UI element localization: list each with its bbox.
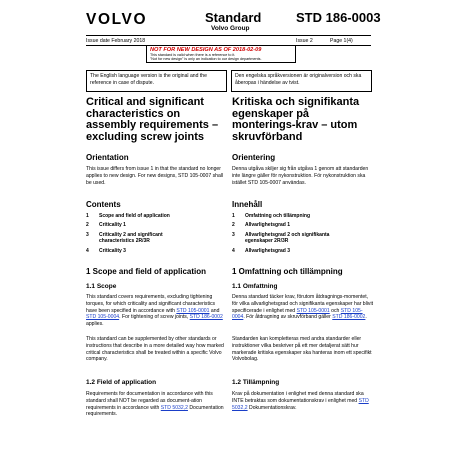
section-1-heading-sv: 1 Omfattning och tillämpning bbox=[232, 267, 343, 276]
paragraph-text: . bbox=[365, 314, 367, 321]
document-number: STD 186-0003 bbox=[296, 10, 381, 25]
subsection-1-2-heading-en: 1.2 Field of application bbox=[86, 379, 157, 386]
toc-item[interactable] bbox=[86, 248, 225, 254]
issue-date: Issue date February 2018 bbox=[86, 38, 146, 44]
paragraph-text: This standard covers requirements, excluding tightening torques, for which criticality and significant characteristics have been specified in accordance with bbox=[86, 294, 216, 314]
header-rule-top bbox=[86, 35, 371, 36]
subsection-1-1-heading-sv: 1.1 Omfattning bbox=[232, 283, 278, 290]
paragraph-text: Denna standard täcker krav, förutom åtdragnings-momentet, för vilka allvarlighetsgrad och signifikanta egenskaper har blivit specificerade i enlighet med bbox=[232, 294, 374, 314]
orientation-heading-en: Orientation bbox=[86, 153, 129, 162]
title-sv: Kritiska och signifikanta egenskaper på monterings-krav – utom skruvförband bbox=[232, 96, 360, 143]
toc-label: Criticality 3 bbox=[99, 247, 126, 254]
std-link[interactable]: STD 105-0001 bbox=[176, 307, 210, 314]
toc-number: 1 bbox=[232, 213, 235, 219]
toc-item[interactable] bbox=[86, 232, 225, 245]
document-type: Standard bbox=[205, 10, 262, 25]
std-link[interactable]: STD 105-0001 bbox=[296, 307, 330, 314]
contents-heading-sv: Innehåll bbox=[232, 200, 263, 209]
toc-number: 4 bbox=[232, 247, 235, 254]
subsection-1-1-heading-en: 1.1 Scope bbox=[86, 283, 117, 290]
field-of-application-sv bbox=[232, 391, 374, 411]
not-for-new-design-box bbox=[146, 45, 296, 63]
toc-item[interactable] bbox=[232, 222, 374, 228]
toc-label: Scope and field of application bbox=[99, 213, 170, 219]
toc-number: 3 bbox=[232, 231, 235, 238]
paragraph-text: Krav på dokumentation i enlighet med denna standard ska INTE betraktas som dokumentationskrav i enlighet med bbox=[232, 391, 364, 404]
contents-heading-en: Contents bbox=[86, 200, 121, 209]
orientation-text-sv: Denna utgåva skiljer sig från utgåva 1 genom att standarden inte längre gäller för nykonstruktion. För nykonstruktion ska istället STD 105-0007 användas. bbox=[232, 166, 369, 186]
warning-line: This standard is valid when there is a reference to it. bbox=[150, 53, 236, 57]
section-1-heading-en: 1 Scope and field of application bbox=[86, 267, 207, 276]
orientation-text-en: This issue differs from issue 1 in that the standard no longer applies to new design. For new designs, STD 105-0007 shall be used. bbox=[86, 166, 224, 186]
toc-item[interactable] bbox=[232, 213, 374, 219]
std-link[interactable]: STD 186-0002 bbox=[332, 314, 366, 321]
paragraph-text: och bbox=[331, 307, 340, 314]
title-en: Critical and significant characteristics on assembly requirements – excluding screw joints bbox=[86, 96, 219, 143]
field-of-application-en bbox=[86, 391, 225, 418]
subsection-1-2-heading-sv: 1.2 Tillämpning bbox=[232, 379, 280, 386]
std-link[interactable]: STD 5032,2 bbox=[232, 397, 369, 411]
paragraph-text: . För åtdragning av skruvförband gäller bbox=[243, 314, 331, 321]
language-note-en: The English language version is the original and the reference in case of dispute. bbox=[86, 70, 227, 92]
paragraph-text: applies. bbox=[86, 321, 104, 328]
orientation-heading-sv: Orientering bbox=[232, 153, 276, 162]
scope-supplement-sv: Standarden kan kompletteras med andra standarder eller instruktioner vilka beskriver på ett mer detaljerat sätt hur markerade kritiska egenskaper ska hanteras inom ett specifikt Volvobolag. bbox=[232, 336, 372, 363]
std-link[interactable]: STD 186-0002 bbox=[189, 314, 223, 321]
document-owner: Volvo Group bbox=[211, 25, 250, 32]
table-of-contents-sv bbox=[232, 213, 374, 254]
toc-number: 1 bbox=[86, 213, 89, 219]
toc-label: Allvarlighetsgrad 2 och signifikanta egenskaper 2R/3R bbox=[245, 231, 330, 245]
warning-line: "Not for new design" is only an indication to our design departments. bbox=[150, 57, 262, 62]
issue-number: Issue 2 bbox=[296, 38, 313, 44]
toc-label: Criticality 1 bbox=[99, 222, 126, 229]
std-link[interactable]: STD 5032,2 bbox=[160, 404, 188, 411]
toc-label: Omfattning och tillämpning bbox=[245, 213, 310, 219]
scope-paragraph-sv bbox=[232, 294, 374, 321]
toc-number: 2 bbox=[232, 222, 235, 229]
toc-label: Allvarlighetsgrad 1 bbox=[245, 222, 291, 229]
toc-number: 3 bbox=[86, 231, 89, 238]
toc-item[interactable] bbox=[232, 248, 374, 254]
toc-number: 4 bbox=[86, 247, 89, 254]
toc-item[interactable] bbox=[86, 213, 225, 219]
scope-paragraph-en bbox=[86, 294, 225, 328]
toc-item[interactable] bbox=[86, 222, 225, 228]
paragraph-text: Dokumentationskrav. bbox=[249, 404, 297, 411]
std-link[interactable]: STD 105-0004 bbox=[232, 307, 363, 321]
toc-number: 2 bbox=[86, 222, 89, 229]
volvo-logo: VOLVO bbox=[86, 11, 148, 28]
table-of-contents-en bbox=[86, 213, 225, 254]
warning-title: NOT FOR NEW DESIGN AS OF 2018-02-09 bbox=[150, 47, 262, 53]
paragraph-text: Documentation requirements. bbox=[86, 404, 224, 418]
scope-supplement-en: This standard can be supplemented by other standards or instructions that describe in a more detailed way how marked critical characteristics shall be treated within a specific Volvo company. bbox=[86, 336, 224, 363]
paragraph-text: and bbox=[210, 307, 220, 314]
paragraph-text: Requirements for documentation in accordance with this standard shall NOT be regarded as document-ation requirements in accordance with bbox=[86, 391, 213, 411]
toc-label: Criticality 2 and significant characteristics 2R/3R bbox=[99, 231, 163, 245]
page-number: Page 1(4) bbox=[330, 38, 353, 44]
toc-item[interactable] bbox=[232, 232, 374, 245]
toc-label: Allvarlighetsgrad 3 bbox=[245, 247, 291, 254]
language-note-sv: Den engelska språkversionen är originalversion och ska åberopas i händelse av tvist. bbox=[231, 70, 372, 92]
std-link[interactable]: STD 105-0004 bbox=[86, 314, 120, 321]
paragraph-text: . For tightening of screw joints, bbox=[119, 314, 189, 321]
